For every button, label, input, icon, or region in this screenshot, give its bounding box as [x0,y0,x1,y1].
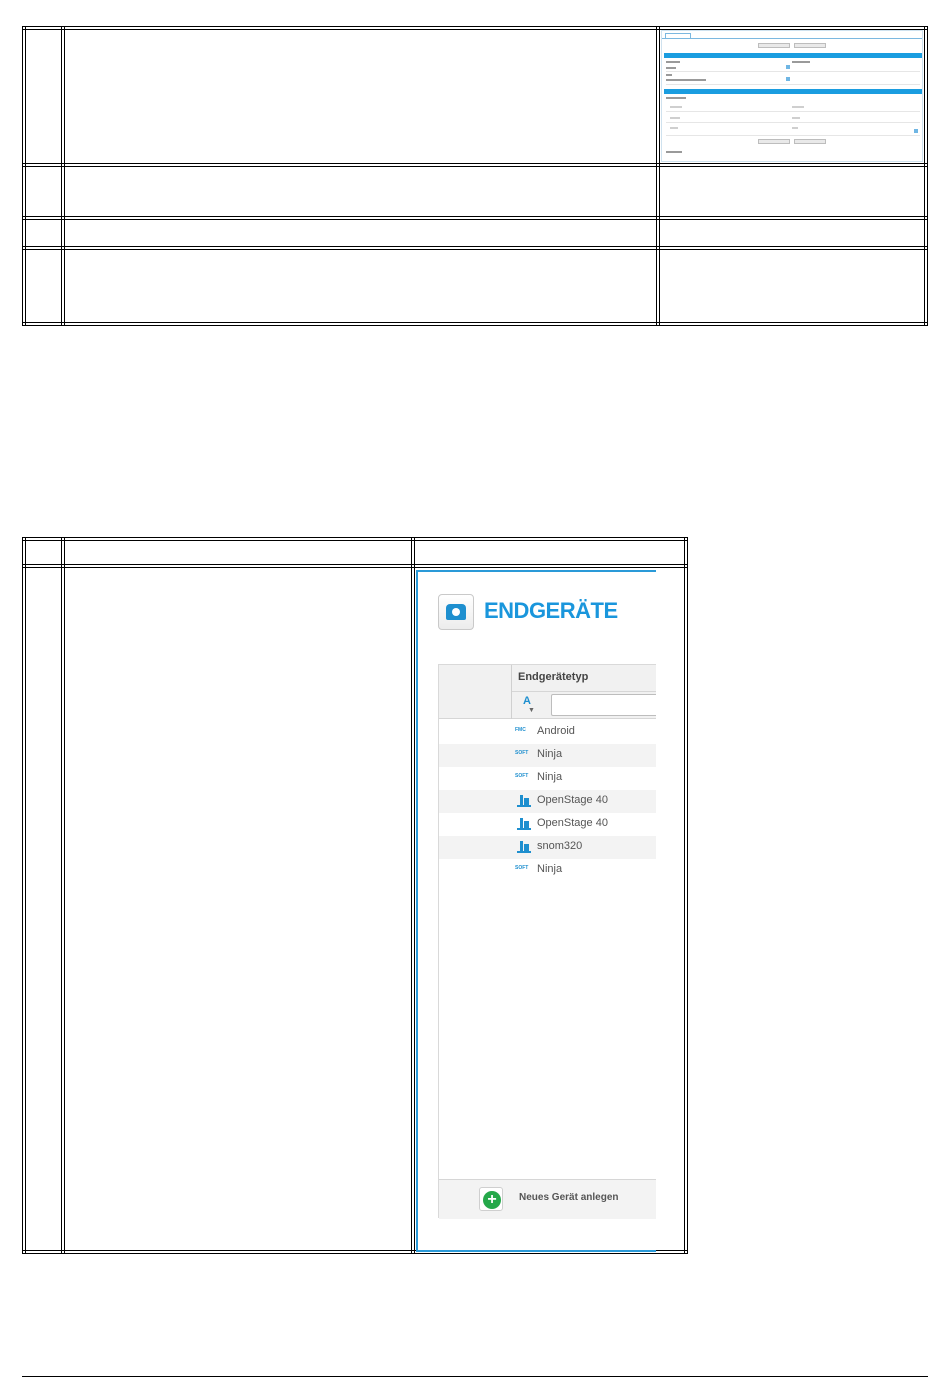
top-table-row-divider [22,249,928,250]
bottom-table-row-divider [22,540,688,541]
device-label: Ninja [537,748,563,760]
phone-icon [438,594,474,630]
list-item[interactable] [439,859,656,882]
thumbnail-button [794,43,826,48]
top-table-row-divider [22,246,928,247]
thumbnail-text [792,106,804,108]
grid-header [439,665,656,719]
thumbnail-checkbox [914,129,918,133]
thumbnail-text [670,127,678,129]
thumbnail-screenshot [661,30,923,162]
sort-arrow-icon[interactable]: ▼ [528,707,535,714]
list-item[interactable] [439,836,656,859]
bottom-table-col-divider [64,537,65,1254]
column-header-device-type[interactable]: Endgerätetyp [518,671,589,683]
bottom-table-col-divider [414,537,415,1254]
device-label: snom320 [537,840,583,852]
deskphone-icon [517,818,531,830]
deskphone-icon [517,795,531,807]
thumbnail-text [666,97,686,99]
list-item[interactable] [439,721,656,744]
thumbnail-text [792,127,798,129]
thumbnail-text [666,74,672,76]
bottom-table-row-divider [22,567,688,568]
phone-dial [452,608,460,616]
softphone-icon: SOFT [515,773,529,779]
device-label: Android [537,725,575,737]
top-table-row-divider [22,219,928,220]
grid-footer [439,1179,656,1219]
top-table-col-divider [61,26,62,326]
thumbnail-button [758,139,790,144]
top-table-col-divider [659,26,660,326]
top-table-col-divider [64,26,65,326]
header-separator [511,665,512,719]
thumbnail-text [666,79,706,81]
add-icon: + [483,1191,501,1209]
thumbnail-text [670,106,682,108]
device-grid [438,664,656,1218]
list-item[interactable] [439,767,656,790]
thumbnail-button [794,139,826,144]
thumbnail-text [792,117,800,119]
filter-input[interactable] [551,694,656,716]
endgeraete-screenshot [416,570,656,1252]
header-divider [512,691,656,692]
top-table-row-divider [22,322,928,323]
top-table-col-divider [924,26,925,326]
list-item[interactable] [439,744,656,767]
thumbnail-checkbox [786,77,790,81]
device-label: OpenStage 40 [537,817,608,829]
softphone-icon: SOFT [515,750,529,756]
list-item[interactable] [439,813,656,836]
thumbnail-line [666,111,920,112]
thumbnail-text [666,151,682,153]
top-table-col-divider [25,26,26,326]
thumbnail-text [666,67,676,69]
bottom-table-col-divider [61,537,62,1254]
thumbnail-checkbox [786,65,790,69]
top-table-row-divider [22,163,928,164]
top-table-row-divider [22,216,928,217]
thumbnail-line [666,71,920,72]
add-device-label[interactable]: Neues Gerät anlegen [519,1192,619,1203]
thumbnail-text [792,61,810,63]
fmc-icon: FMC [515,727,526,733]
thumbnail-line [666,122,920,123]
top-table-col-divider [656,26,657,326]
phone-body [446,604,466,620]
thumbnail-tab-line [662,38,923,39]
thumbnail-line [666,84,920,85]
page-footer-rule [22,1376,928,1377]
thumbnail-button [758,43,790,48]
page-title: ENDGERÄTE [484,598,618,623]
deskphone-icon [517,841,531,853]
thumbnail-text [666,61,680,63]
thumbnail-line [666,135,920,136]
bottom-table-row-divider [22,564,688,565]
add-device-button[interactable] [479,1187,503,1211]
thumbnail-section-bar [664,89,922,94]
bottom-table-col-divider [411,537,412,1254]
device-label: Ninja [537,863,563,875]
sort-icon[interactable]: A [523,695,531,707]
bottom-table-col-divider [25,537,26,1254]
top-table-row-divider [22,166,928,167]
softphone-icon: SOFT [515,865,529,871]
device-label: OpenStage 40 [537,794,608,806]
device-label: Ninja [537,771,563,783]
list-item[interactable] [439,790,656,813]
bottom-table-col-divider [684,537,685,1254]
thumbnail-text [670,117,680,119]
thumbnail-section-bar [664,53,922,58]
